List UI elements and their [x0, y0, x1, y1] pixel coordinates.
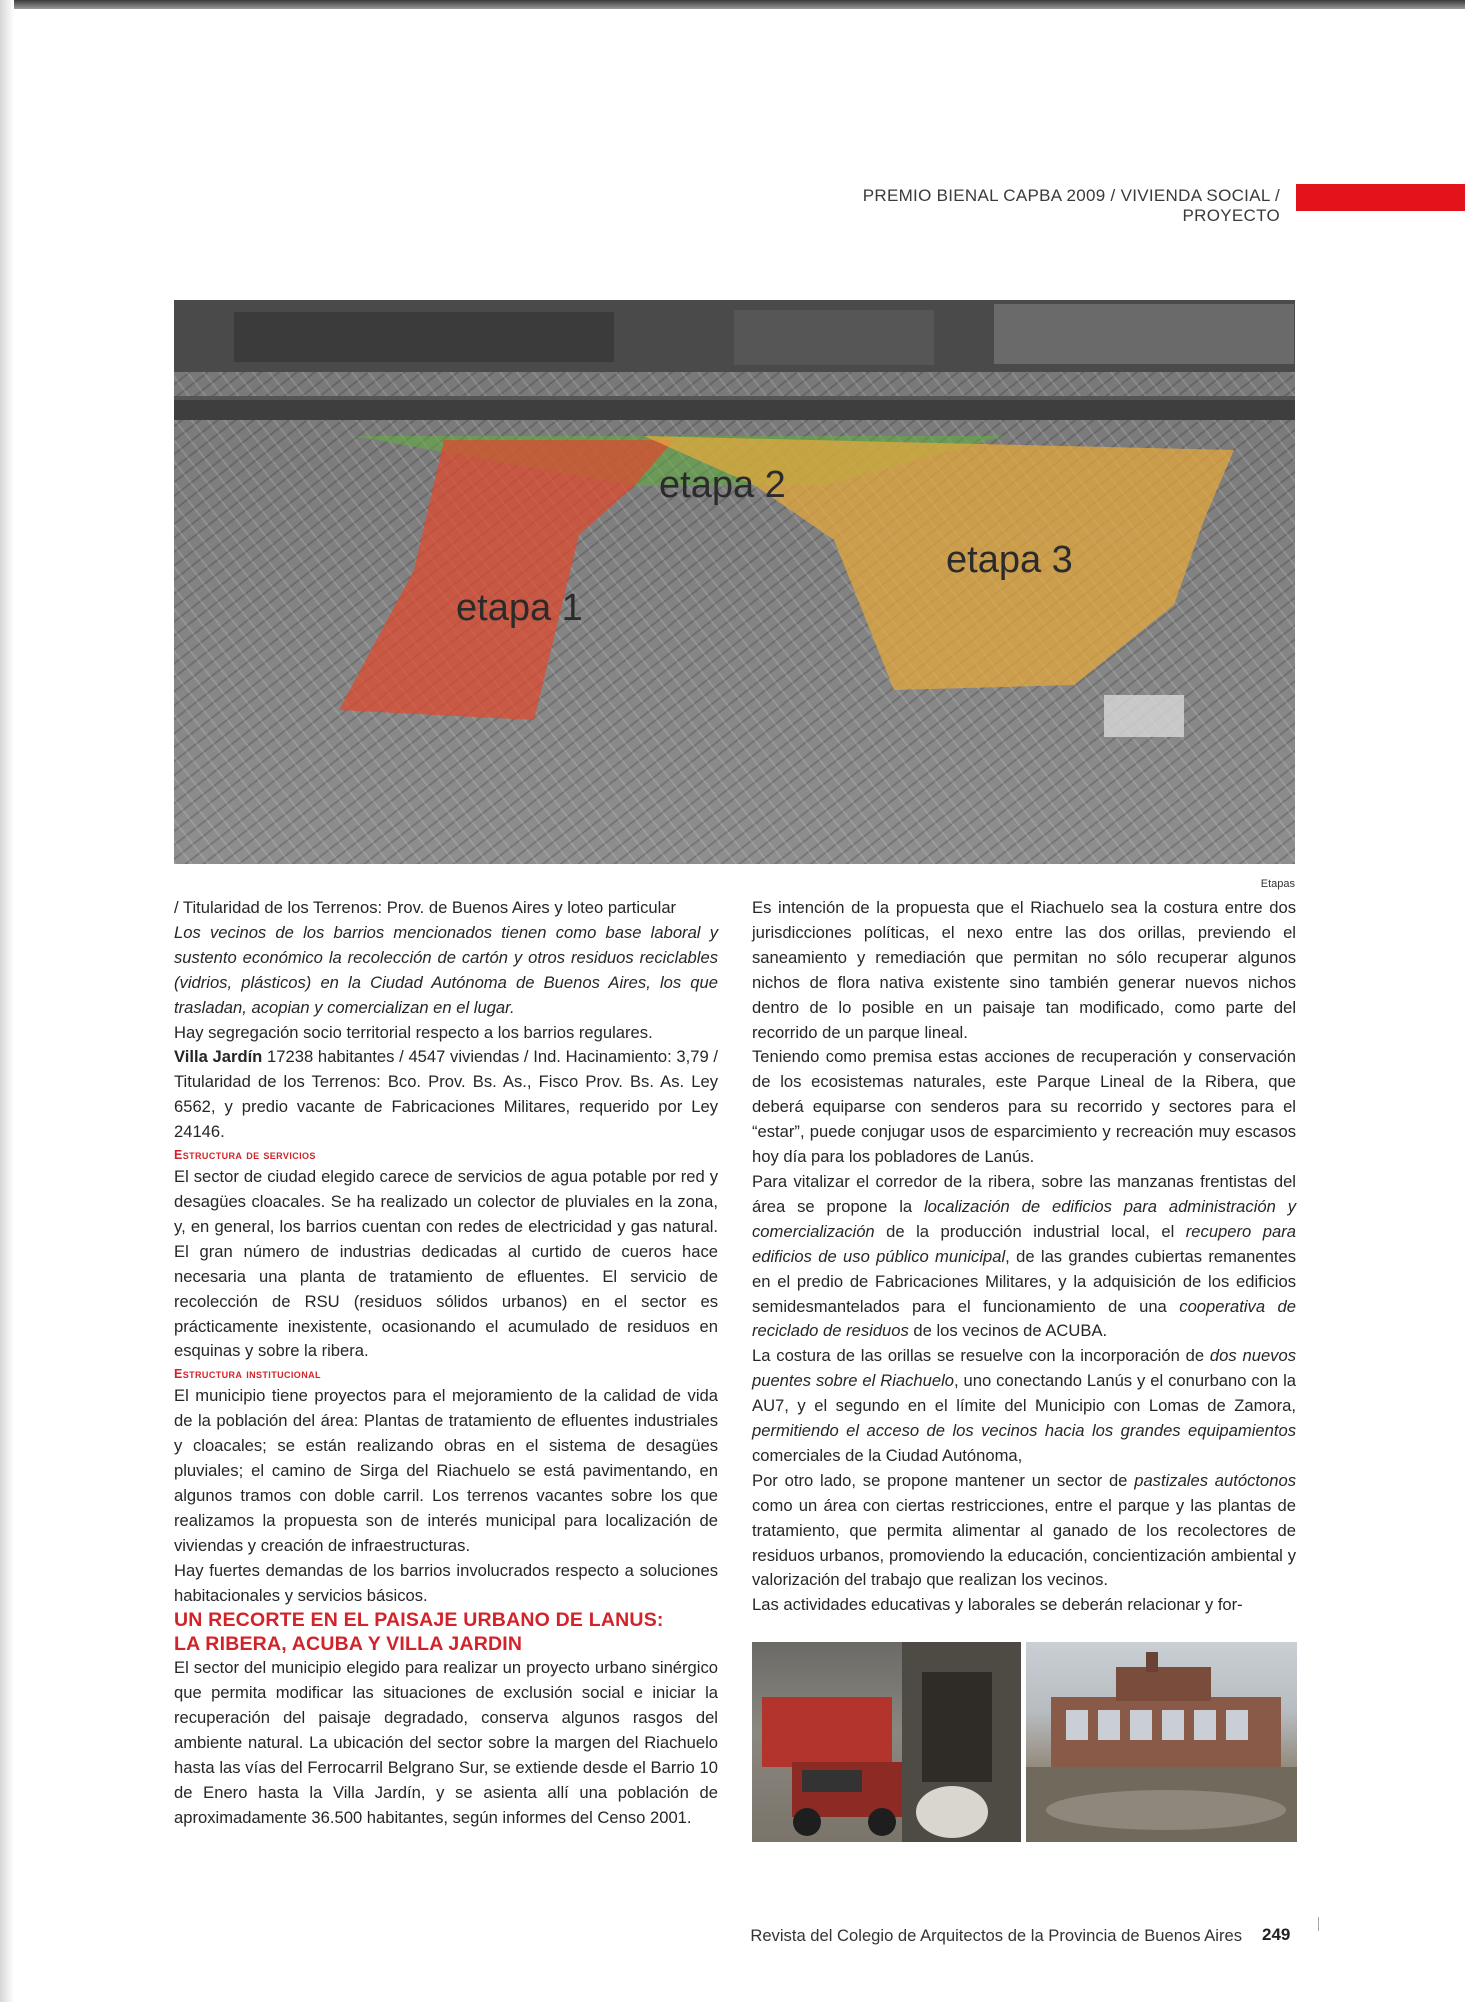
left-text-column [174, 896, 718, 1831]
map-label-etapa-3: etapa 3 [946, 539, 1073, 581]
section-headline: UN RECORTE EN EL PAISAJE URBANO DE LANUS: LA RIBERA, ACUBA Y VILLA JARDIN [174, 1609, 664, 1656]
journal-name: Revista del Colegio de Arquitectos de la Provincia de Buenos Aires [750, 1926, 1242, 1945]
header-accent-bar [1296, 184, 1465, 211]
aerial-map-photo [174, 300, 1295, 864]
footer-rule [1318, 1917, 1319, 1931]
photo-derelict-building [1026, 1642, 1297, 1842]
map-label-etapa-2: etapa 2 [659, 464, 786, 506]
paragraph: Hay segregación socio territorial respecto a los barrios regulares. [174, 1022, 653, 1042]
paragraph: Es intención de la propuesta que el Riachuelo sea la costura entre dos jurisdicciones políticas, el nexo entre las dos orillas, previendo el saneamiento y remediación que permitan no sólo recuperar algunos nichos de flora nativa existente sino también generar nuevos nichos dentro de lo posible en un paisaje tan modificado, como parte del recorrido de un parque lineal. [752, 898, 1296, 1042]
subheading-institucional: Estructura institucional [174, 1367, 321, 1382]
paragraph: Las actividades educativas y laborales se deberán relacionar y for- [752, 1595, 1243, 1615]
top-edge [0, 0, 1465, 9]
photo-caption: Etapas [1260, 878, 1295, 890]
paragraph: El municipio tiene proyectos para el mejoramiento de la calidad de vida de la población del área: Plantas de tratamiento de efluentes industriales y cloacales; se están realizando obras en el sistema de desagües pluviales; el camino de Sirga del Riachuelo se está pavimentando, en algunos tramos con doble carril. Los terrenos vacantes sobre los que realizamos la propuesta son de interés municipal para localización de viviendas y creación de infraestructuras. [174, 1386, 718, 1555]
paragraph: Por otro lado, se propone mantener un sector de pastizales autóctonos como un área con ciertas restricciones, entre el parque y las plantas de tratamiento, que permita alimentar al ganado de los recolectores de residuos urbanos, promoviendo la educación, concientización ambiental y valorización del trabajo que realizan los vecinos. [752, 1470, 1296, 1590]
running-title: PREMIO BIENAL CAPBA 2009 / VIVIENDA SOCIAL / PROYECTO [862, 186, 1280, 225]
etapa-1-area [339, 440, 674, 720]
map-label-etapa-1: etapa 1 [456, 587, 583, 629]
photo-recycling-truck [752, 1642, 1021, 1842]
paragraph: Villa Jardín 17238 habitantes / 4547 viviendas / Ind. Hacinamiento: 3,79 / Titularidad de los Terrenos: Bco. Prov. Bs. As., Fisco Prov. Bs. As. Ley 6562, y predio vacante de Fabricaciones Militares, requerido por Ley 24146. [174, 1047, 718, 1142]
paragraph: La costura de las orillas se resuelve con la incorporación de dos nuevos puentes sobre el Riachuelo, uno conectando Lanús y el conurbano con la AU7, y el segundo en el límite del Municipio con Lomas de Zamora, permitiendo el acceso de los vecinos hacia los grandes equipamientos comerciales de la Ciudad Autónoma, [752, 1346, 1297, 1465]
riachuelo-river [174, 400, 1295, 420]
page-number: 249 [1262, 1925, 1291, 1944]
paragraph: Teniendo como premisa estas acciones de recuperación y conservación de los ecosistemas naturales, este Parque Lineal de la Ribera, que deberá equiparse con senderos para su recorrido y sectores para el “estar”, puede conjugar usos de esparcimiento y recreación muy escasos hoy día para los pobladores de Lanús. [752, 1047, 1296, 1167]
page-gutter-shadow [0, 0, 14, 2002]
right-text-column [752, 896, 1296, 1618]
paragraph-italic: Los vecinos de los barrios mencionados tienen como base laboral y sustento económico la recolección de cartón y otros residuos reciclables (vidrios, plásticos) en la Ciudad Autónoma de Buenos Aires, los que trasladan, acopian y comercializan en el lugar. [174, 922, 718, 1017]
paragraph: / Titularidad de los Terrenos: Prov. de Buenos Aires y loteo particular [174, 898, 677, 917]
paragraph: Hay fuertes demandas de los barrios involucrados respecto a soluciones habitacionales y servicios básicos. [174, 1560, 718, 1605]
subheading-servicios: Estructura de servicios [174, 1148, 316, 1163]
paragraph: Para vitalizar el corredor de la ribera, sobre las manzanas frentistas del área se propone la localización de edificios para administración y comercialización de la producción industrial local, el recupero para edificios de uso público municipal, de las grandes cubiertas remanentes en el predio de Fabricaciones Militares, y la adquisición de los edificios semidesmantelados para el funcionamiento de una cooperativa de reciclado de residuos de los vecinos de ACUBA. [752, 1171, 1296, 1341]
paragraph: El sector del municipio elegido para realizar un proyecto urbano sinérgico que permita modificar las situaciones de exclusión social e iniciar la recuperación del paisaje degradado, conserva algunos rasgos del ambiente natural. La ubicación del sector sobre la margen del Riachuelo hasta las vías del Ferrocarril Belgrano Sur, se extiende desde el Barrio 10 de Enero hasta la Villa Jardín, y se asienta allí una población de aproximadamente 36.500 habitantes, según informes del Censo 2001. [174, 1658, 718, 1827]
paragraph: El sector de ciudad elegido carece de servicios de agua potable por red y desagües cloacales. Se ha realizado un colector de pluviales en la zona, y, en general, los barrios cuentan con redes de electricidad y gas natural. El gran número de industrias dedicadas al curtido de cueros hace necesaria una planta de tratamiento de efluentes. El servicio de recolección de RSU (residuos sólidos urbanos) en el sector es prácticamente inexistente, ocasionando el acumulado de residuos en esquinas y sobre la ribera. [174, 1167, 718, 1361]
bold-term: Villa Jardín [174, 1047, 263, 1067]
